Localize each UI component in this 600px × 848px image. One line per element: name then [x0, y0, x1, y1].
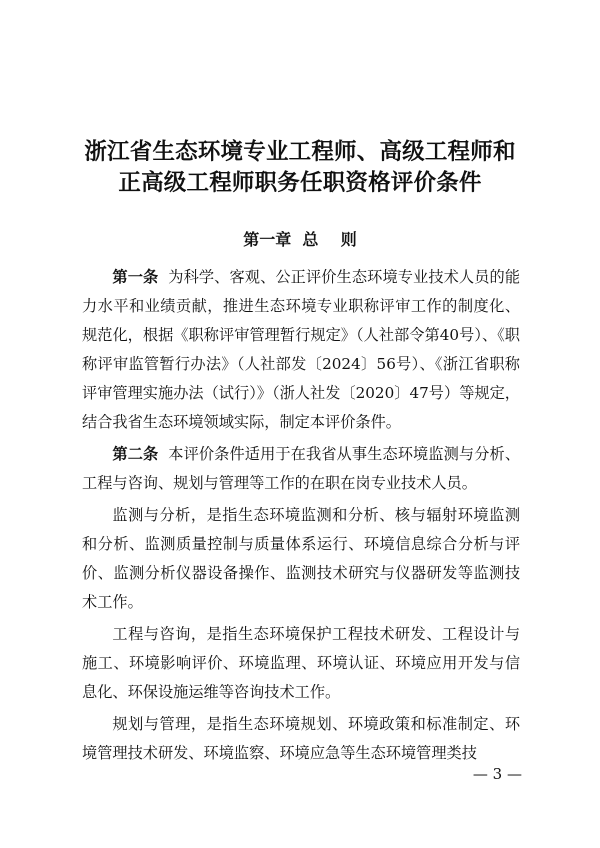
paragraph-text: 工程与咨询，是指生态环境保护工程技术研发、工程设计与施工、环境影响评价、环境监理、环境认证、环境应用开发与信息化、环保设施运维等咨询技术工作。 — [82, 625, 520, 701]
paragraph-monitoring — [82, 501, 520, 617]
page-number: — 3 — — [472, 765, 522, 783]
paragraph-article-1 — [82, 263, 520, 437]
article-label: 第一条 — [112, 268, 159, 286]
paragraph-text: 规划与管理，是指生态环境规划、环境政策和标准制定、环境管理技术研发、环境监察、环境应急等生态环境管理类技 — [82, 715, 520, 762]
paragraph-text: 本评价条件适用于在我省从事生态环境监测与分析、工程与咨询、规划与管理等工作的在职在岗专业技术人员。 — [82, 445, 520, 492]
article-label: 第二条 — [112, 445, 159, 463]
paragraph-article-2 — [82, 440, 520, 498]
document-title-line-1: 浙江省生态环境专业工程师、高级工程师和 — [84, 139, 516, 165]
paragraph-planning — [82, 710, 520, 768]
paragraph-engineering — [82, 620, 520, 707]
paragraph-text: 为科学、客观、公正评价生态环境专业技术人员的能力水平和业绩贡献，推进生态环境专业职称评审工作的制度化、规范化，根据《职称评审管理暂行规定》（人社部令第40号）、《职称评审监管暂行办法》（人社部发〔2024〕56号）、《浙江省职称评审管理实施办法（试行）》（浙人社发〔2020〕47号）等规定，结合我省生态环境领域实际，制定本评价条件。 — [82, 268, 520, 431]
chapter-heading: 第一章 总 则 — [243, 230, 357, 249]
body-text — [82, 263, 520, 771]
paragraph-text: 监测与分析，是指生态环境监测和分析、核与辐射环境监测和分析、监测质量控制与质量体系运行、环境信息综合分析与评价、监测分析仪器设备操作、监测技术研究与仪器研发等监测技术工作。 — [82, 506, 520, 611]
document-title-line-2: 正高级工程师职务任职资格评价条件 — [118, 170, 482, 196]
